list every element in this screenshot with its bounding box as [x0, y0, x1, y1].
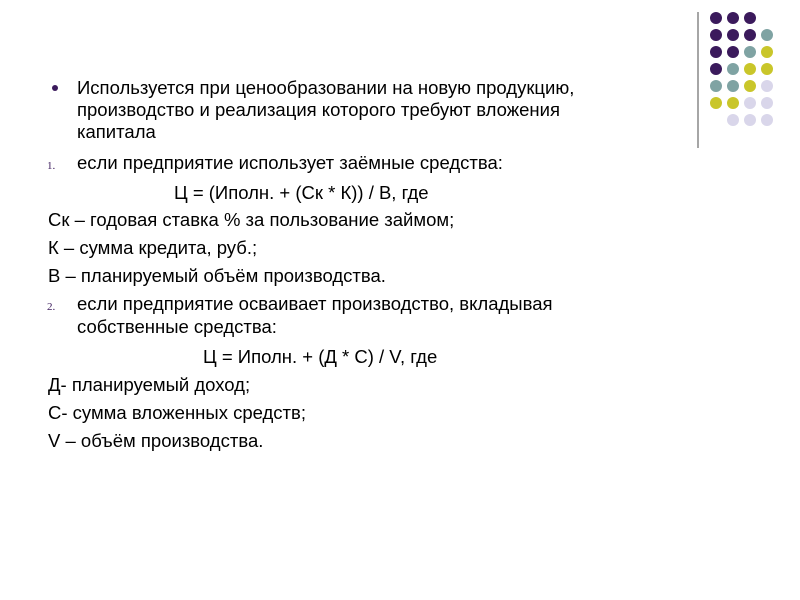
decorative-dot [710, 46, 722, 58]
definition-line: Д- планируемый доход; [48, 374, 251, 395]
bullet-text-line: производство и реализация которого требуют вложения [77, 99, 560, 120]
list-item-text: собственные средства: [77, 316, 277, 337]
list-item-text: если предприятие осваивает производство, вкладывая [77, 293, 553, 314]
decorative-dot [761, 46, 773, 58]
decorative-dot [761, 97, 773, 109]
decorative-dot [710, 29, 722, 41]
decorative-dot [727, 29, 739, 41]
decorative-dot [744, 29, 756, 41]
definition-line: Ск – годовая ставка % за пользование займом; [48, 209, 455, 230]
bullet-marker [52, 85, 58, 91]
bullet-text-line: Используется при ценообразовании на новую продукцию, [77, 77, 575, 98]
definition-line: К – сумма кредита, руб.; [48, 237, 258, 258]
decorative-dot [710, 12, 722, 24]
decorative-dot [727, 80, 739, 92]
decorative-dot-grid [710, 12, 790, 132]
formula: Ц = Иполн. + (Д * С) / V, где [203, 346, 438, 367]
decorative-dot [727, 12, 739, 24]
decorative-dot [761, 29, 773, 41]
list-number-marker: 2. [47, 301, 56, 313]
decorative-dot [710, 63, 722, 75]
list-item-text: если предприятие использует заёмные средства: [77, 152, 503, 173]
decorative-dot [727, 114, 739, 126]
decorative-dot [710, 97, 722, 109]
bullet-text-line: капитала [77, 121, 156, 142]
decorative-vertical-line [697, 12, 699, 148]
decorative-dot [761, 80, 773, 92]
decorative-dot [727, 46, 739, 58]
formula: Ц = (Иполн. + (Ск * К)) / В, где [174, 182, 429, 203]
decorative-dot [744, 63, 756, 75]
decorative-dot [744, 80, 756, 92]
decorative-dot [710, 80, 722, 92]
decorative-dot [761, 63, 773, 75]
definition-line: В – планируемый объём производства. [48, 265, 386, 286]
decorative-dot [727, 63, 739, 75]
definition-line: С- сумма вложенных средств; [48, 402, 306, 423]
definition-line: V – объём производства. [48, 430, 264, 451]
decorative-dot [761, 114, 773, 126]
decorative-dot [744, 97, 756, 109]
list-number-marker: 1. [47, 160, 56, 172]
decorative-dot [744, 12, 756, 24]
decorative-dot [744, 46, 756, 58]
decorative-dot [744, 114, 756, 126]
decorative-dot [727, 97, 739, 109]
